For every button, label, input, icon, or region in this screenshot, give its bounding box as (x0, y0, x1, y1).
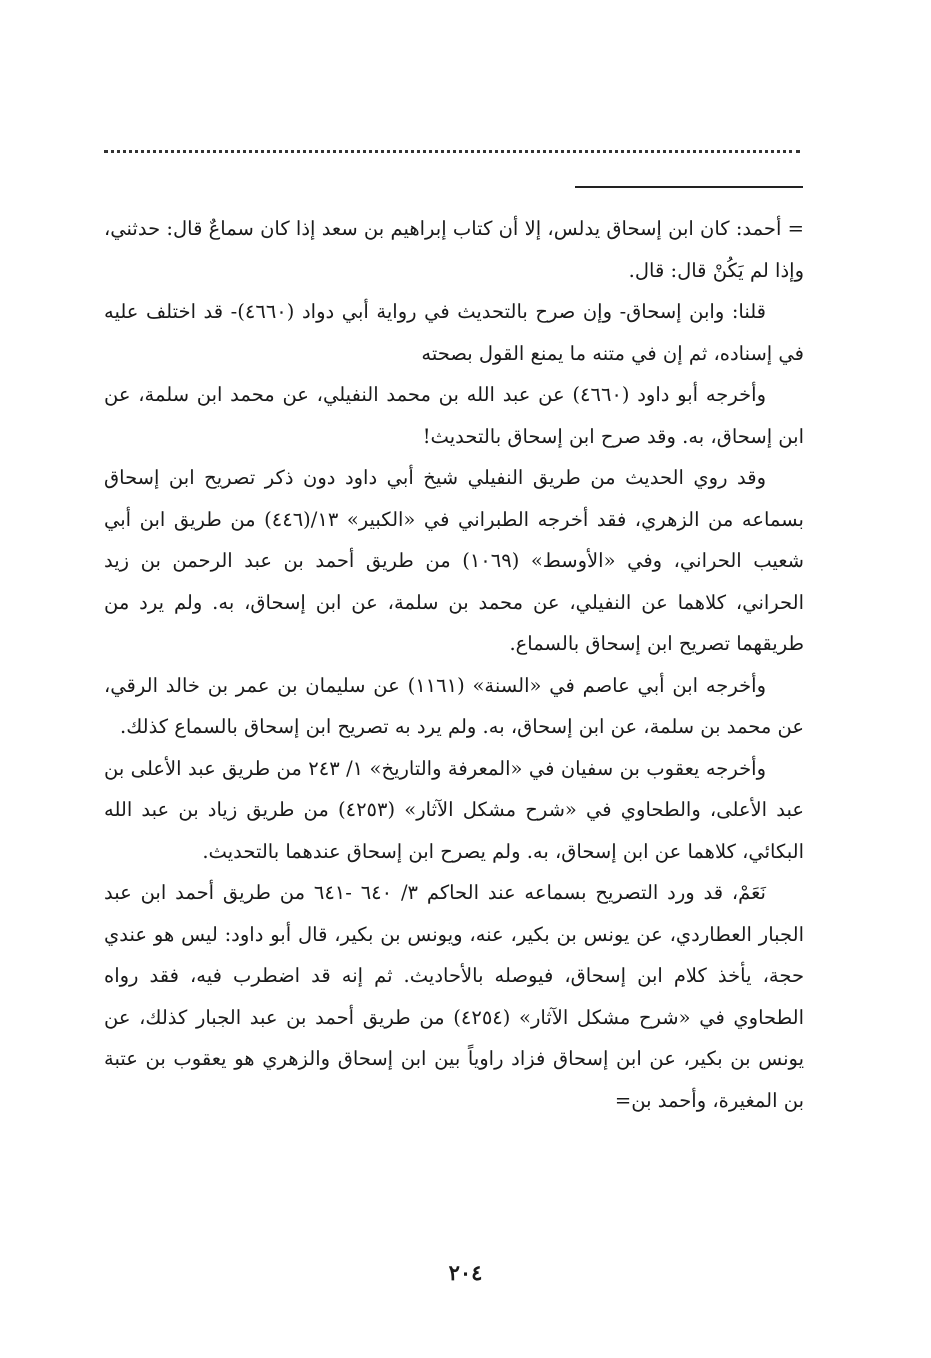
paragraph-nufayli-route: وقد روي الحديث من طريق النفيلي شيخ أبي داود دون ذكر تصريح ابن إسحاق بسماعه من الزهري، فقد أخرجه الطبراني في «الكبير» ١٣/(٤٤٦) من طريق ابن أبي شعيب الحراني، وفي «الأوسط» (١٠٦٩) من طريق أحمد بن عبد الرحمن بن زيد الحراني، كلاهما عن النفيلي، عن محمد بن سلمة، عن ابن إسحاق، به. ولم يرد من طريقهما تصريح ابن إسحاق بالسماع. (104, 466, 805, 655)
page-number: ٢٠٤ (448, 1260, 483, 1285)
paragraph-continuation: = أحمد: كان ابن إسحاق يدلس، إلا أن كتاب إبراهيم بن سعد إذا كان سماعٌ قال: حدثني، وإذا لم يَكُنْ قال: قال. (104, 217, 804, 282)
dotted-separator (104, 150, 800, 153)
footnote-rule (575, 186, 803, 188)
paragraph-yaqub-ibn-sufyan: وأخرجه يعقوب بن سفيان في «المعرفة والتاريخ» ١/ ٢٤٣ من طريق عبد الأعلى بن عبد الأعلى، والطحاوي في «شرح مشكل الآثار» (٤٢٥٣) من طريق زياد بن عبد الله البكائي، كلاهما عن ابن إسحاق، به. ولم يصرح ابن إسحاق عندهما بالتحديث. (104, 756, 804, 863)
footnote-text-block (104, 208, 804, 1121)
paragraph-naam: نَعَمْ، قد ورد التصريح بسماعه عند الحاكم ٣/ ٦٤٠ -٦٤١ من طريق أحمد ابن عبد الجبار العطاردي، عن يونس بن بكير، عنه، ويونس بن بكير، قال أبو داود: ليس هو عندي حجة، يأخذ كلام ابن إسحاق، فيوصله بالأحاديث. ثم إنه قد اضطرب فيه، فقد رواه الطحاوي في «شرح مشكل الآثار» (٤٢٥٤) من طريق أحمد بن عبد الجبار كذلك، عن يونس بن بكير، عن ابن إسحاق فزاد راوياً بين ابن إسحاق والزهري هو يعقوب بن عتبة بن المغيرة، وأحمد بن= (104, 881, 804, 1112)
paragraph-ibn-abi-asim: وأخرجه ابن أبي عاصم في «السنة» (١١٦١) عن سليمان بن عمر بن خالد الرقي، عن محمد بن سلمة، عن ابن إسحاق، به. ولم يرد به تصريح ابن إسحاق بالسماع كذلك. (104, 673, 804, 738)
paragraph-abu-dawud: وأخرجه أبو داود (٤٦٦٠) عن عبد الله بن محمد النفيلي، عن محمد ابن سلمة، عن ابن إسحاق، به. وقد صرح ابن إسحاق بالتحديث! (104, 383, 804, 448)
paragraph-qulna: قلنا: وابن إسحاق- وإن صرح بالتحديث في رواية أبي دواد (٤٦٦٠)- قد اختلف عليه في إسناده، ثم إن في متنه ما يمنع القول بصحته (104, 300, 804, 365)
